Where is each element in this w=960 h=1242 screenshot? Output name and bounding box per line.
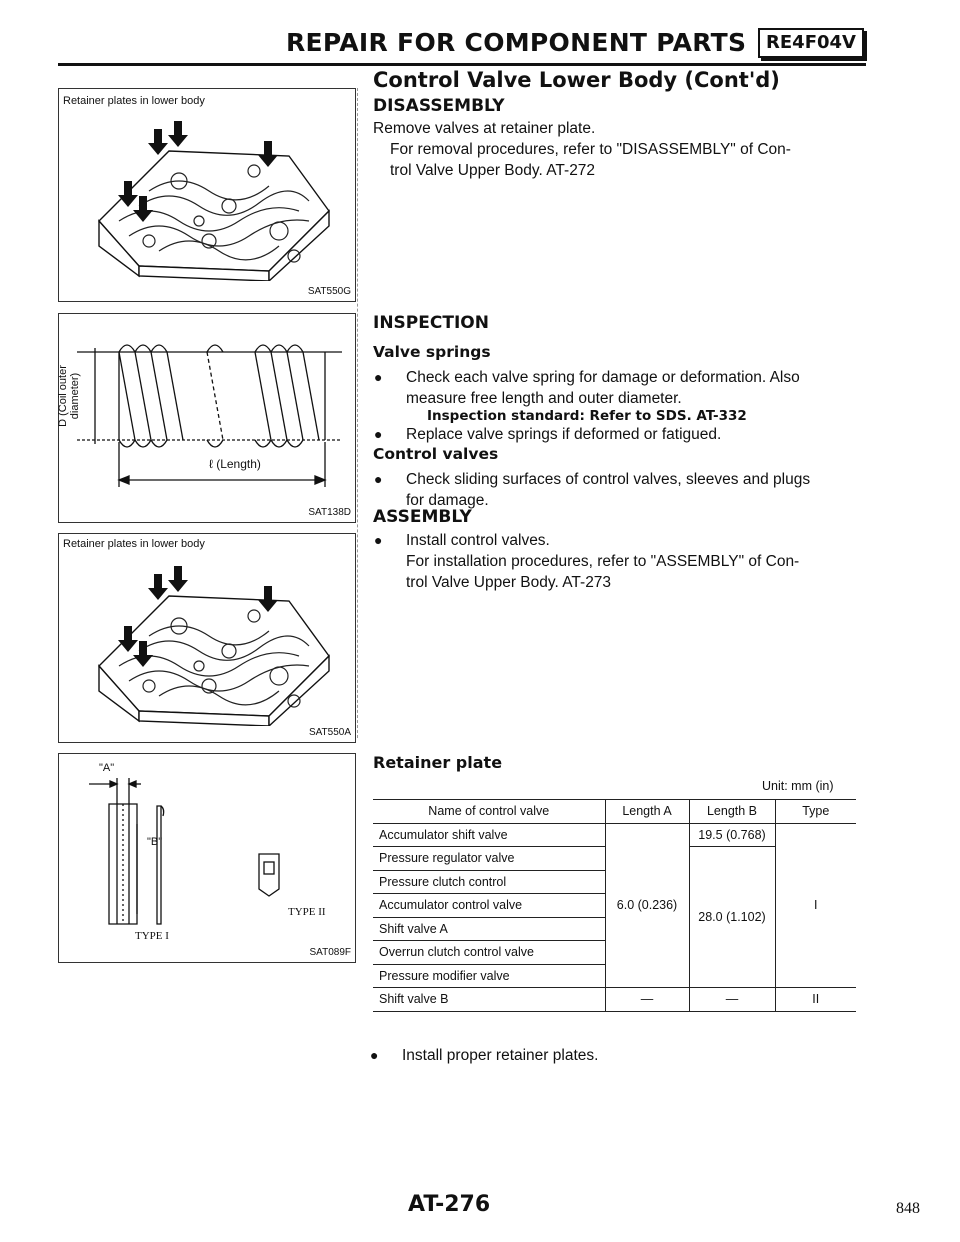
valve-name-cell: Accumulator shift valve	[373, 823, 605, 847]
valve-springs-heading: Valve springs	[373, 343, 491, 361]
retainer-plate-heading: Retainer plate	[373, 753, 503, 772]
length-b-cell: —	[689, 988, 775, 1012]
page-header-title: REPAIR FOR COMPONENT PARTS	[286, 28, 747, 57]
page-code: AT-276	[408, 1192, 491, 1217]
bullet-icon: ●	[374, 471, 383, 487]
figure-code: SAT138D	[308, 507, 351, 518]
column-header: Name of control valve	[373, 800, 605, 824]
figure-spring-measurement	[58, 313, 356, 523]
valve-name-cell: Pressure clutch control	[373, 870, 605, 894]
disassembly-line2: For removal procedures, refer to "DISASSEMBLY" of Con-	[390, 141, 791, 158]
column-header: Length A	[605, 800, 689, 824]
figure-retainer-plates-1	[58, 88, 356, 302]
bullet-icon: ●	[374, 369, 383, 385]
figure-caption: Retainer plates in lower body	[63, 95, 205, 107]
column-header: Type	[775, 800, 856, 824]
control-valves-bullet-line1: Check sliding surfaces of control valves, sleeves and plugs	[406, 471, 811, 488]
control-valves-heading: Control valves	[373, 445, 499, 463]
bullet-icon: ●	[374, 426, 383, 442]
length-b-cell: 28.0 (1.102)	[689, 847, 775, 988]
type-1-label: TYPE I	[135, 930, 169, 942]
disassembly-line3: trol Valve Upper Body. AT-272	[390, 162, 596, 179]
figure-code: SAT550G	[307, 286, 351, 297]
valve-body-illustration	[79, 556, 339, 726]
valve-name-cell: Pressure regulator valve	[373, 847, 605, 871]
length-a-cell: 6.0 (0.236)	[605, 823, 689, 988]
valve-springs-bullet1-line1: Check each valve spring for damage or deformation. Also	[406, 369, 800, 386]
valve-name-cell: Pressure modifier valve	[373, 964, 605, 988]
install-retainer-plates: Install proper retainer plates.	[402, 1047, 599, 1064]
assembly-line3: trol Valve Upper Body. AT-273	[406, 574, 612, 591]
assembly-heading: ASSEMBLY	[373, 507, 472, 527]
valve-springs-bullet2: Replace valve springs if deformed or fatigued.	[406, 426, 722, 443]
column-header: Length B	[689, 800, 775, 824]
type-cell: II	[775, 988, 856, 1012]
valve-name-cell: Accumulator control valve	[373, 894, 605, 918]
column-divider	[357, 88, 359, 738]
retainer-plate-illustration	[79, 774, 339, 944]
length-b-cell: 19.5 (0.768)	[689, 823, 775, 847]
length-a-label: "A"	[99, 762, 115, 774]
valve-name-cell: Shift valve B	[373, 988, 605, 1012]
figure-caption: Retainer plates in lower body	[63, 538, 205, 550]
bullet-icon: ●	[374, 532, 383, 548]
bullet-icon: ●	[370, 1047, 379, 1063]
type-2-label: TYPE II	[288, 906, 326, 918]
assembly-line2: For installation procedures, refer to "ASSEMBLY" of Con-	[406, 553, 800, 570]
figure-retainer-types	[58, 753, 356, 963]
coil-diameter-label: D (Coil outer diameter)	[57, 365, 81, 427]
type-cell: I	[775, 823, 856, 988]
inspection-heading: INSPECTION	[373, 313, 489, 333]
disassembly-line1: Remove valves at retainer plate.	[373, 120, 596, 137]
section-title: Control Valve Lower Body (Cont'd)	[373, 68, 780, 92]
valve-springs-bullet1-line2: measure free length and outer diameter.	[406, 390, 682, 407]
disassembly-heading: DISASSEMBLY	[373, 96, 505, 116]
length-label: ℓ (Length)	[209, 457, 261, 471]
page-number: 848	[896, 1200, 920, 1217]
header-rule	[58, 63, 866, 66]
valve-name-cell: Shift valve A	[373, 917, 605, 941]
valve-name-cell: Overrun clutch control valve	[373, 941, 605, 965]
table-row	[373, 823, 856, 847]
figure-code: SAT089F	[309, 947, 351, 958]
model-badge: RE4F04V	[758, 28, 864, 58]
length-b-label: "B"	[147, 836, 163, 848]
table-header-row	[373, 800, 856, 824]
figure-retainer-plates-2	[58, 533, 356, 743]
control-valves-bullet-line2: for damage.	[406, 492, 489, 509]
valve-body-illustration	[79, 111, 339, 281]
length-a-cell: —	[605, 988, 689, 1012]
assembly-line1: Install control valves.	[406, 532, 550, 549]
inspection-standard: Inspection standard: Refer to SDS. AT-332	[427, 408, 747, 424]
retainer-plate-table	[373, 799, 856, 1012]
figure-code: SAT550A	[308, 727, 351, 738]
table-row	[373, 988, 856, 1012]
unit-label: Unit: mm (in)	[762, 779, 834, 793]
